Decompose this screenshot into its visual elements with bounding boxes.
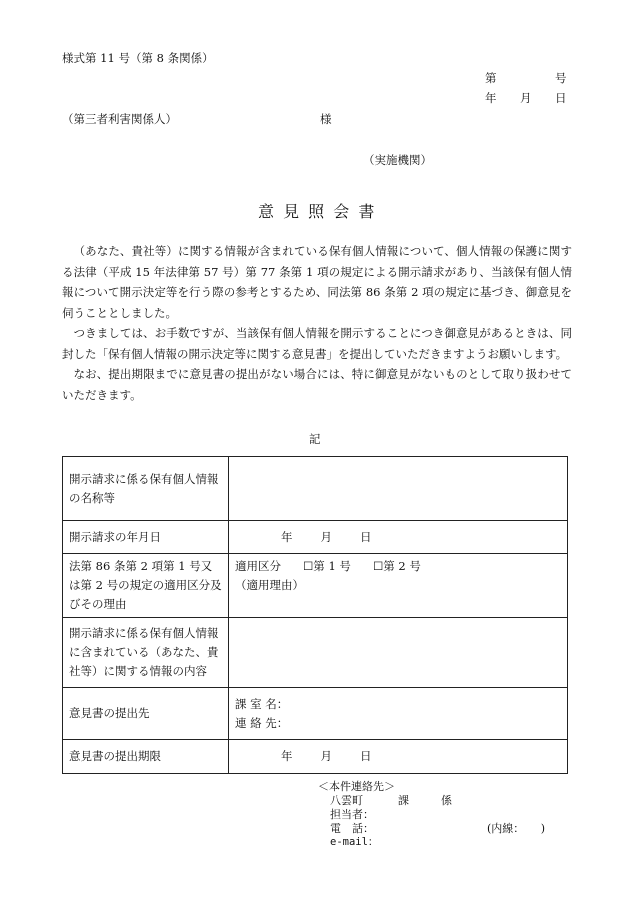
request-date-year: 年 — [281, 529, 293, 544]
table-row — [63, 688, 568, 740]
deadline-month: 月 — [320, 749, 332, 763]
document-number-prefix: 第 — [485, 71, 497, 85]
contact-town: 八雲町 — [330, 794, 363, 807]
request-date-month: 月 — [320, 529, 332, 544]
row-label-submission-deadline: 意見書の提出期限 — [63, 740, 229, 774]
row-label-submission-destination: 意見書の提出先 — [63, 688, 229, 740]
row-value-info-name — [229, 457, 568, 521]
row-value-submission-deadline — [229, 740, 568, 774]
table-row — [63, 618, 568, 688]
recipient-honorific: 様 — [320, 112, 332, 126]
agency-label: （実施機関） — [363, 153, 432, 167]
row-value-info-content — [229, 618, 568, 688]
recipient-label: （第三者利害関係人） — [62, 112, 177, 126]
contact-extension-label: (内線： ) — [487, 822, 546, 835]
row-label-request-date: 開示請求の年月日 — [63, 521, 229, 554]
document-number-suffix: 号 — [555, 71, 567, 85]
category-option-1[interactable]: ☐第 1 号 — [303, 559, 351, 573]
row-label-info-name: 開示請求に係る保有個人情報の名称等 — [63, 457, 229, 521]
ki-label: 記 — [309, 432, 321, 446]
row-label-info-content: 開示請求に係る保有個人情報に含まれている（あなた、貴社等）に関する情報の内容 — [63, 618, 229, 688]
category-label: 適用区分 — [235, 559, 281, 573]
paragraph-2: つきましては、お手数ですが、当該保有個人情報を開示することにつき御意見があるときは、同封した「保有個人情報の開示決定等に関する意見書」を提出していただきますようお願いします。 — [62, 326, 572, 361]
deadline-day: 日 — [360, 749, 372, 763]
deadline-year: 年 — [281, 749, 293, 763]
table-row — [63, 740, 568, 774]
contact-phone-label: 電 話： — [330, 822, 374, 835]
contact-heading: ＜本件連絡先＞ — [318, 780, 395, 793]
application-reason-label: （適用理由） — [235, 578, 304, 592]
paragraph-3: なお、提出期限までに意見書の提出がない場合には、特に御意見がないものとして取り扱わせていただきます。 — [62, 367, 572, 402]
date-year-label: 年 — [485, 91, 497, 105]
date-month-label: 月 — [520, 91, 532, 105]
contact-person-label: 担当者： — [330, 808, 374, 821]
contact-kakari: 係 — [441, 794, 452, 807]
body-text — [62, 241, 572, 405]
inquiry-table — [62, 456, 568, 774]
form-number: 様式第 11 号（第 8 条関係） — [62, 51, 214, 65]
table-row — [63, 457, 568, 521]
contact-email-label: e-mail： — [330, 836, 379, 848]
contact-ka: 課 — [398, 794, 409, 807]
row-value-submission-destination — [229, 688, 568, 740]
table-row — [63, 521, 568, 554]
request-date-day: 日 — [360, 529, 372, 544]
department-name-label: 課 室 名： — [235, 696, 289, 711]
contact-info-label: 連 絡 先： — [235, 715, 289, 730]
row-value-application-category — [229, 554, 568, 618]
paragraph-1: （あなた、貴社等）に関する情報が含まれている保有個人情報について、個人情報の保護に関する法律（平成 15 年法律第 57 号）第 77 条第 1 項の規定による開示請求があり、当該保有個人情報について開示決定等を行う際の参考とするため、同法第 86 条第 2 項の規定に基づき、御意見を伺うこととしました。 — [62, 244, 572, 320]
row-label-application-category: 法第 86 条第 2 項第 1 号又は第 2 号の規定の適用区分及びその理由 — [63, 554, 229, 618]
document-title: 意 見 照 会 書 — [258, 202, 377, 221]
date-day-label: 日 — [555, 91, 567, 105]
row-value-request-date — [229, 521, 568, 554]
category-option-2[interactable]: ☐第 2 号 — [372, 559, 421, 573]
table-row — [63, 554, 568, 618]
